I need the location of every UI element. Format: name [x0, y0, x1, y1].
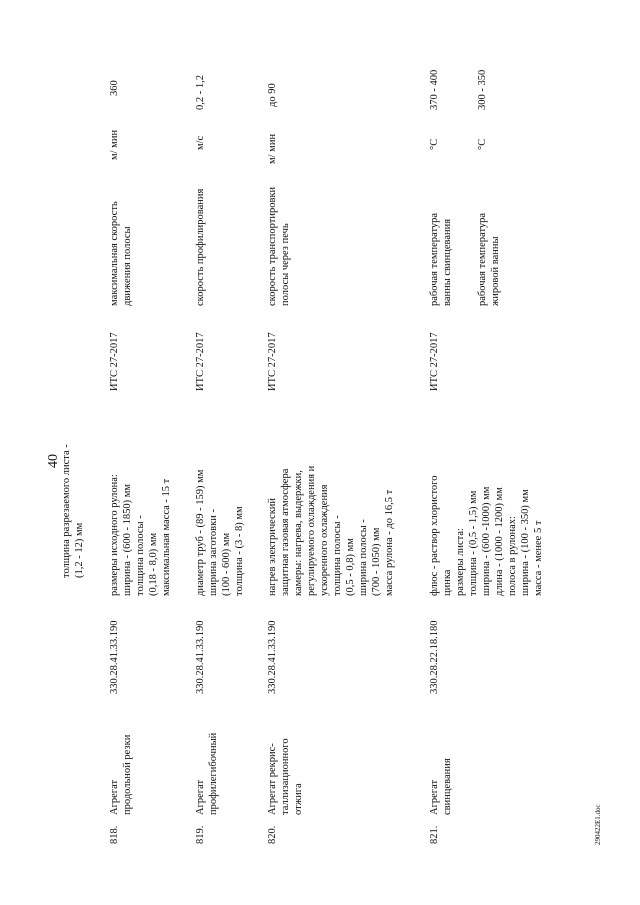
- row-818-name: Агрегат продольной резки: [109, 734, 133, 815]
- row-818-param-unit: м/ мин: [109, 129, 120, 160]
- row-821-param2-name: рабочая температура жировой ванны: [477, 212, 501, 306]
- row-819-number: 819.: [195, 825, 206, 844]
- row-819-param-value: 0,2 - 1,2: [195, 75, 206, 110]
- row-820-param-unit: м/ мин: [267, 133, 278, 164]
- continuation-text: толщина разрезаемого листа - (1,2 - 12) мм: [61, 444, 85, 578]
- row-818-param-name: максимальная скорость движения полосы: [109, 201, 133, 306]
- row-819-param-name: скорость профилирования: [195, 188, 206, 306]
- row-818-ref: ИТС 27-2017: [109, 332, 120, 391]
- footer-doc-name: 290422E1.doc: [594, 804, 602, 845]
- row-818-code: 330.28.41.33.190: [109, 620, 120, 694]
- row-821-name: Агрегат свинцевания: [429, 758, 453, 815]
- row-821-ref: ИТС 27-2017: [429, 332, 440, 391]
- row-821-number: 821.: [429, 825, 440, 844]
- row-821-param1-name: рабочая температура ванны свинцевания: [429, 212, 453, 306]
- row-821-param1-value: 370 - 400: [429, 69, 440, 110]
- row-821-param2-value: 300 - 350: [477, 69, 488, 110]
- row-821-param1-unit: °С: [429, 138, 440, 150]
- row-819-code: 330.28.41.33.190: [195, 620, 206, 694]
- row-819-specs: диаметр труб - (89 - 159) мм ширина заготовки - (100 - 600) мм толщина - (3 - 8) мм: [195, 469, 245, 596]
- row-820-param-name: скорость транспортировки полосы через печь: [267, 186, 291, 306]
- row-818-number: 818.: [109, 825, 120, 844]
- row-820-ref: ИТС 27-2017: [267, 332, 278, 391]
- row-820-code: 330.28.41.33.190: [267, 620, 278, 694]
- row-821-specs: флюс - раствор хлористого цинка размеры листа: толщина - (0,5 - 1,5) мм ширина - (600 -1000) мм длина - (1000 - 1200) мм полоса в рулонах: ширина - (100 - 350) мм масса - менее 5 т: [429, 475, 544, 596]
- row-819-name: Агрегат профилегибочный: [195, 732, 219, 815]
- row-820-name: Агрегат рекрис- таллизационного отжига: [267, 738, 304, 815]
- row-819-ref: ИТС 27-2017: [195, 332, 206, 391]
- row-821-param2-unit: °С: [477, 138, 488, 150]
- row-819-param-unit: м/с: [195, 135, 206, 150]
- row-818-param-value: 360: [109, 80, 120, 96]
- page-number: 40: [46, 454, 61, 468]
- row-820-specs: нагрев электрический защитная газовая атмосфера камеры: нагрева, выдержки, регулируемого охлаждения и ускоренного охлаждения толщина полосы - (0,5 - 0,8) мм ширина полосы - (700 - 1050) мм масса рулона - до 16,5 т: [267, 465, 395, 596]
- row-818-specs: размеры исходного рулона: ширина - (600 - 1850) мм толщина полосы - (0,18 - 8,0) мм максимальная масса - 15 т: [109, 474, 172, 596]
- row-820-param-value: до 90: [267, 83, 278, 107]
- row-820-number: 820.: [267, 825, 278, 844]
- row-821-code: 330.28.22.18.180: [429, 620, 440, 694]
